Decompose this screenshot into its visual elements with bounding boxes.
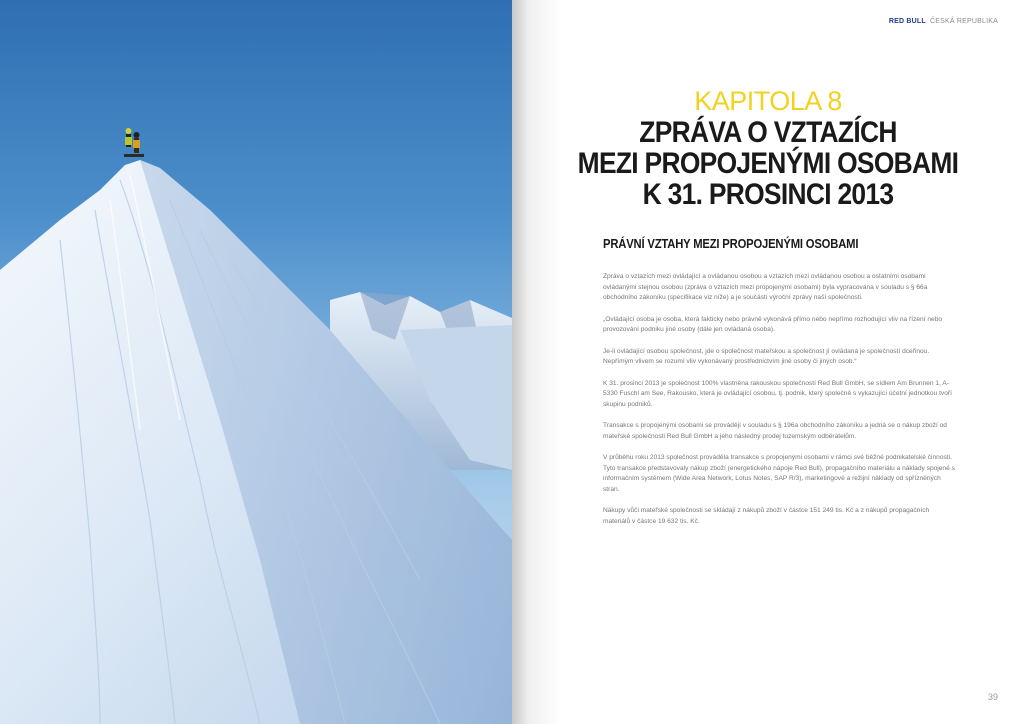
brand-label: RED BULL [888,18,926,25]
chapter-label: KAPITOLA 8 [694,86,842,116]
section-heading: PRÁVNÍ VZTAHY MEZI PROPOJENÝMI OSOBAMI [603,237,859,251]
paragraph: V průběhu roku 2013 společnost prováděla transakce s propojenými osobami v rámci své běžné podnikatelské činnosti. Tyto transakce představovaly nákup zboží (energetického nápoje Red Bull), propagačního materiálu a náklady spojené s informačním systémem (Wide Area Network, Lotus Notes, SAP R/3), marketingové a režijní náklady od spřízněných stran. [603,454,955,493]
paragraph: K 31. prosinci 2013 je společnost 100% vlastněna rakouskou společností Red Bull GmbH, se sídlem Am Brunnen 1, A-5330 Fuschl am See, Rakousko, která je ovládající osobou, tj. podnik, který společně s vykazující účetní jednotkou tvoří skupinu podniků. [603,379,952,408]
paragraph: Zpráva o vztazích mezi ovládající a ovládanou osobou a vztazích mezi ovládanou osobou a ostatními osobami ovládanými stejnou osobou (zpráva o vztazích mezi propojenými osobami) byla vypracována v souladu s § 66a obchodního zákoníku (specifikace viz níže) a je součástí výroční zprávy naší společnosti. [603,273,928,301]
country-label: ČESKÁ REPUBLIKA [930,18,998,25]
paragraph: Nákupy vůči mateřské společnosti se skládají z nákupů zboží v částce 151 249 tis. Kč a z nákupů propagačních materiálů v částce 19 632 tis. Kč. [603,507,930,525]
chapter-title [543,117,994,210]
report-page [512,0,1024,724]
paragraph: „Ovládající osoba je osoba, která fakticky nebo právně vykonává přímo nebo nepřímo rozhodující vliv na řízení nebo provozování podniku jiné osoby (dále jen ovládaná osoba). [603,315,943,333]
running-header [889,18,998,25]
paragraph: Transakce s propojenými osobami se provádějí v souladu s § 196a obchodního zákoníku a jedná se o nákup zboží od mateřské společnosti Red Bull GmbH a jeho následný prodej tuzemským odběratelům. [603,422,947,440]
paragraph: Je-li ovládající osobou společnost, jde o společnost mateřskou a společnost jí ovládaná je společností dceřinou. Nepřímým vlivem se rozumí vliv vykonávaný prostřednictvím jiné osoby či jiných osob.“ [603,347,930,365]
page-number: 39 [987,692,998,702]
riders-on-summit [124,128,144,157]
chapter-title-line: K 31. PROSINCI 2013 [642,178,894,211]
chapter-title-line: MEZI PROPOJENÝMI OSOBAMI [577,147,959,180]
body-text [603,272,955,538]
chapter-title-line: ZPRÁVA O VZTAZÍCH [639,116,897,149]
